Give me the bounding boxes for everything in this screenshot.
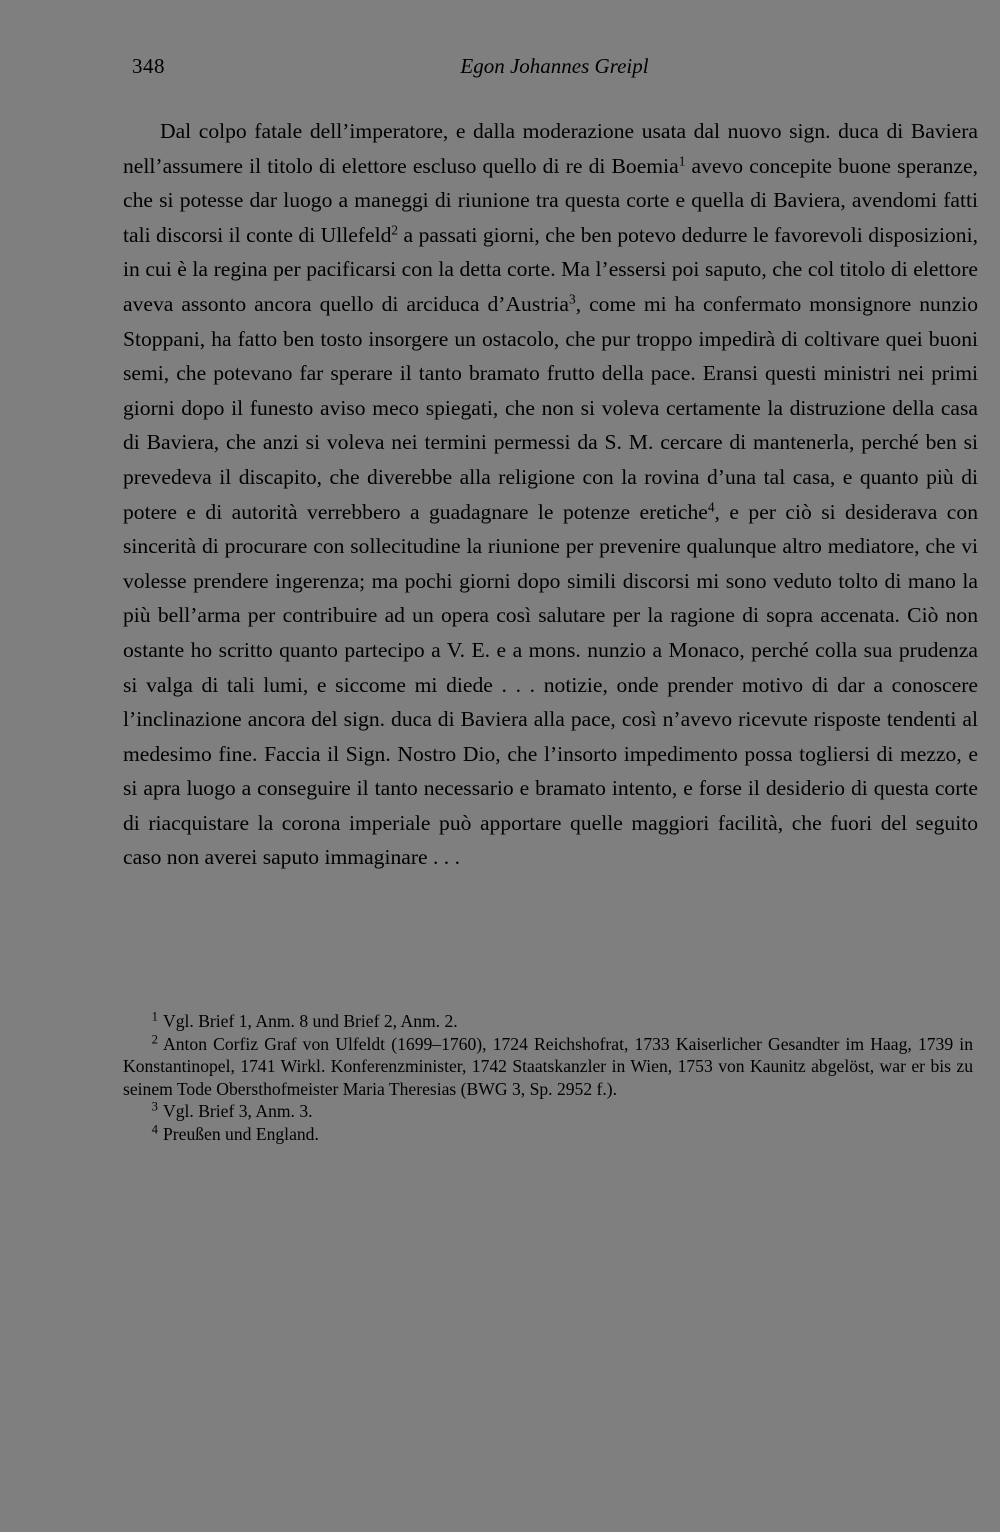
footnote-reference: 3 [569, 291, 576, 307]
footnote-reference: 1 [678, 153, 686, 169]
running-head [132, 54, 977, 90]
footnote-number: 3 [151, 1100, 158, 1115]
footnote-text: Preußen und England. [163, 1123, 319, 1144]
footnote-number: 2 [151, 1032, 158, 1047]
footnote-reference: 4 [707, 499, 715, 515]
footnote-text: Anton Corfiz Graf von Ulfeldt (1699–1760), 1724 Reichshofrat, 1733 Kaiserlicher Gesandter im Haag, 1739 in Konstantinopel, 1741 Wirkl. Konferenzminister, 1742 Staatskanzler in Wien, 1753 von Kaunitz abgelöst, war er bis zu seinem Tode Obersthofmeister Maria Theresias (BWG 3, Sp. 2952 f.). [123, 1033, 973, 1099]
footnote-2 [123, 1033, 973, 1101]
body-text-segment: Dal colpo fatale dell’imperatore, e dalla moderazione usata dal nuovo sign. duca di Baviera nell’assumere il titolo di elettore escluso quello di re di Boemia [123, 119, 978, 178]
page-number: 348 [132, 54, 165, 78]
footnote-number: 4 [151, 1122, 158, 1137]
footnotes [123, 1010, 973, 1146]
running-title: Egon Johannes Greipl [460, 54, 649, 78]
footnote-1 [123, 1010, 973, 1033]
body-text-segment: avevo concepite buone speranze, che si potesse dar luogo a maneggi di riunione tra questa corte e quella di Baviera, avendomi fatti tali discorsi il conte di Ullefeld [123, 153, 979, 247]
footnote-text: Vgl. Brief 3, Anm. 3. [163, 1101, 313, 1122]
letter-body-paragraph [123, 114, 978, 875]
footnote-number: 1 [151, 1009, 158, 1024]
body-text-segment: a passati giorni, che ben potevo dedurre le favorevoli disposizioni, in cui è la regina per pacificarsi con la detta corte. Ma l’essersi poi saputo, che col titolo di elettore aveva assonto ancora quello di arciduca d’Austria [123, 222, 978, 316]
footnote-3 [123, 1100, 973, 1123]
body-text-segment: , e per ciò si desiderava con sincerità di procurare con sollecitudine la riunione per prevenire qualunque altro mediatore, che vi volesse prendere ingerenza; ma pochi giorni dopo simili discorsi mi sono veduto tolto di mano la più bell’arma per contribuire ad un opera così salutare per la ragione di sopra accenata. Ciò non ostante ho scritto quanto partecipo a V. E. e a mons. nunzio a Monaco, perché colla sua prudenza si valga di tali lumi, e siccome mi diede . . . notizie, onde prender motivo di dar a conoscere l’inclinazione ancora del sign. duca di Baviera alla pace, così n’avevo ricevute risposte tendenti al medesimo fine. Faccia il Sign. Nostro Dio, che l’insorto impedimento possa togliersi di mezzo, e si apra luogo a conseguire il tanto necessario e bramato intento, e forse il desiderio di questa corte di riacquistare la corona imperiale può apportare quelle maggiori facilità, che fuori del seguito caso non averei saputo immaginare . . . [123, 499, 978, 870]
footnote-reference: 2 [391, 222, 399, 238]
footnote-4 [123, 1123, 973, 1146]
footnote-text: Vgl. Brief 1, Anm. 8 und Brief 2, Anm. 2. [163, 1011, 458, 1031]
body-text-segment: , come mi ha confermato monsignore nunzio Stoppani, ha fatto ben tosto insorgere un ostacolo, che pur troppo impedirà di coltivare quei buoni semi, che potevano far sperare il tanto bramato frutto della pace. Eransi questi ministri nei primi giorni dopo il funesto aviso meco spiegati, che non si voleva certamente la distruzione della casa di Baviera, che anzi si voleva nei termini permessi da S. M. cercare di mantenerla, perché ben si prevedeva il discapito, che diverebbe alla religione con la rovina d’una tal casa, e quanto più di potere e di autorità verrebbero a guadagnare le potenze eretiche [123, 291, 978, 524]
